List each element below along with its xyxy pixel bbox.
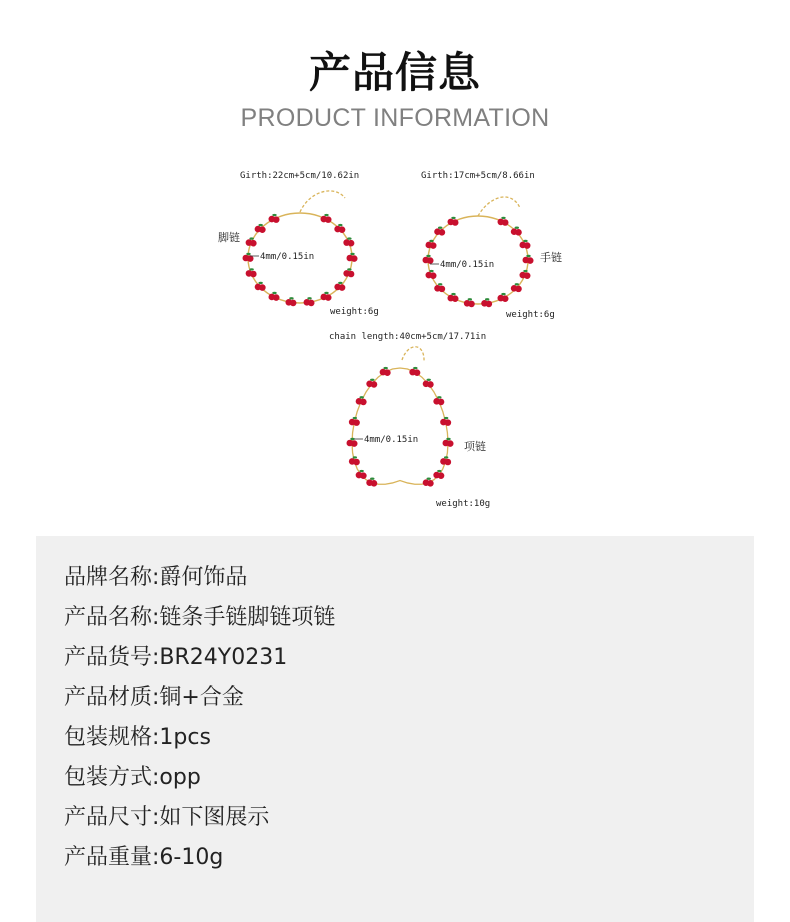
info-row-sku bbox=[64, 643, 287, 673]
bracelet-leaf bbox=[515, 227, 519, 229]
anklet-leaf bbox=[338, 282, 342, 284]
anklet-cherry bbox=[273, 216, 280, 223]
bracelet-cherry bbox=[452, 295, 459, 302]
necklace-cherry bbox=[445, 419, 452, 426]
bracelet-cherry bbox=[430, 272, 437, 279]
anklet-bead-size-label: 4mm/0.15in bbox=[260, 252, 315, 262]
product-diagram bbox=[0, 150, 790, 530]
necklace-cherry bbox=[438, 472, 445, 479]
necklace-leaf bbox=[446, 438, 450, 440]
anklet-leaf bbox=[347, 268, 351, 270]
necklace-leaf bbox=[383, 367, 387, 369]
bracelet-leaf bbox=[523, 270, 527, 272]
necklace-leaf bbox=[353, 456, 357, 458]
info-label: 包装规格: bbox=[64, 725, 160, 750]
bracelet-extender bbox=[478, 197, 520, 216]
anklet-cherry bbox=[325, 294, 332, 301]
anklet-leaf bbox=[272, 292, 276, 294]
anklet-cherry bbox=[273, 294, 280, 301]
bracelet-name-label: 手链 bbox=[540, 251, 562, 264]
necklace-cherry bbox=[371, 381, 378, 388]
bracelet-cherry bbox=[524, 242, 531, 249]
anklet-cherry bbox=[290, 300, 297, 307]
anklet-weight-label: weight:6g bbox=[330, 307, 379, 317]
info-label: 产品重量: bbox=[64, 845, 160, 870]
anklet-leaf bbox=[347, 237, 351, 239]
bracelet-cherry bbox=[439, 286, 446, 293]
bracelet-leaf bbox=[501, 293, 505, 295]
bracelet-leaf bbox=[451, 217, 455, 219]
necklace-cherry bbox=[447, 440, 454, 447]
necklace-leaf bbox=[359, 396, 363, 398]
necklace-cherry bbox=[353, 419, 360, 426]
bracelet-leaf bbox=[485, 298, 489, 300]
necklace-leaf bbox=[413, 367, 417, 369]
anklet-cherry bbox=[348, 271, 355, 278]
bracelet-leaf bbox=[429, 240, 433, 242]
necklace-cherry bbox=[384, 369, 391, 376]
necklace-leaf bbox=[353, 417, 357, 419]
anklet-extender bbox=[300, 191, 345, 212]
anklet-leaf bbox=[338, 224, 342, 226]
necklace-leaf bbox=[370, 379, 374, 381]
bracelet-leaf bbox=[426, 255, 430, 257]
bracelet-leaf bbox=[501, 217, 505, 219]
anklet-name-label: 脚链 bbox=[218, 231, 240, 244]
anklet-leaf bbox=[272, 214, 276, 216]
info-panel bbox=[36, 536, 754, 922]
anklet-cherry bbox=[339, 284, 346, 291]
anklet-cherry bbox=[325, 216, 332, 223]
bracelet-girth-label: Girth:17cm+5cm/8.66in bbox=[421, 171, 535, 181]
info-label: 产品名称: bbox=[64, 605, 160, 630]
info-value: 爵何饰品 bbox=[159, 565, 248, 590]
bracelet-leaf bbox=[526, 255, 530, 257]
necklace-name-label: 项链 bbox=[464, 440, 486, 453]
page-title: 产品信息 bbox=[308, 48, 481, 97]
necklace-leaf bbox=[437, 470, 441, 472]
necklace-cherry bbox=[445, 459, 452, 466]
info-label: 包装方式: bbox=[64, 765, 160, 790]
info-label: 产品货号: bbox=[64, 645, 160, 670]
bracelet-leaf bbox=[451, 293, 455, 295]
info-value: 铜+合金 bbox=[159, 685, 244, 710]
bracelet-cherry bbox=[452, 219, 459, 226]
info-row-brand bbox=[64, 563, 247, 593]
necklace-extender bbox=[402, 347, 424, 362]
necklace-cherry bbox=[427, 480, 434, 487]
anklet-cherry bbox=[348, 240, 355, 247]
necklace-leaf bbox=[427, 379, 431, 381]
necklace-chain bbox=[352, 368, 448, 484]
anklet-cherry bbox=[351, 255, 358, 262]
necklace-leaf bbox=[370, 478, 374, 480]
anklet-cherry bbox=[259, 284, 266, 291]
anklet-leaf bbox=[249, 237, 253, 239]
anklet-cherry bbox=[259, 226, 266, 233]
anklet-cherry bbox=[339, 226, 346, 233]
necklace-cherry bbox=[351, 440, 358, 447]
necklace-weight-label: weight:10g bbox=[436, 499, 491, 509]
bracelet-bead-size-label: 4mm/0.15in bbox=[440, 260, 495, 270]
bracelet-cherry bbox=[502, 295, 509, 302]
anklet-cherry bbox=[308, 300, 315, 307]
anklet-leaf bbox=[258, 224, 262, 226]
bracelet-cherry bbox=[502, 219, 509, 226]
anklet-girth-label: Girth:22cm+5cm/10.62in bbox=[240, 171, 360, 181]
anklet-leaf bbox=[289, 297, 293, 299]
bracelet-cherry bbox=[486, 301, 493, 308]
necklace-bead-size-label: 4mm/0.15in bbox=[364, 435, 419, 445]
necklace-cherry bbox=[414, 369, 421, 376]
info-row-weight bbox=[64, 843, 223, 873]
info-row-package-method bbox=[64, 763, 201, 793]
info-row-size bbox=[64, 803, 269, 833]
necklace-length-label: chain length:40cm+5cm/17.71in bbox=[329, 332, 487, 342]
page-subtitle: PRODUCT INFORMATION bbox=[240, 104, 550, 132]
info-value: 如下图展示 bbox=[159, 805, 270, 830]
info-value: opp bbox=[159, 765, 201, 790]
bracelet-leaf bbox=[438, 227, 442, 229]
anklet-leaf bbox=[249, 268, 253, 270]
necklace-cherry bbox=[438, 399, 445, 406]
info-label: 品牌名称: bbox=[64, 565, 160, 590]
necklace-cherry bbox=[360, 472, 367, 479]
anklet-leaf bbox=[350, 253, 354, 255]
info-label: 产品材质: bbox=[64, 685, 160, 710]
bracelet-weight-label: weight:6g bbox=[506, 310, 555, 320]
anklet-cherry bbox=[250, 271, 257, 278]
bracelet-leaf bbox=[468, 298, 472, 300]
info-row-material bbox=[64, 683, 244, 713]
bracelet-cherry bbox=[439, 229, 446, 236]
bracelet-cherry bbox=[468, 301, 475, 308]
info-value: BR24Y0231 bbox=[159, 645, 288, 670]
necklace-leaf bbox=[444, 417, 448, 419]
anklet-leaf bbox=[324, 292, 328, 294]
anklet-leaf bbox=[246, 253, 250, 255]
necklace-leaf bbox=[437, 396, 441, 398]
info-value: 1pcs bbox=[159, 725, 211, 750]
anklet-cherry bbox=[250, 240, 257, 247]
necklace-cherry bbox=[353, 459, 360, 466]
anklet-leaf bbox=[258, 282, 262, 284]
info-value: 链条手链脚链项链 bbox=[159, 605, 336, 630]
bracelet-leaf bbox=[515, 283, 519, 285]
bracelet-cherry bbox=[430, 242, 437, 249]
info-row-package-spec bbox=[64, 723, 211, 753]
bracelet-leaf bbox=[438, 283, 442, 285]
anklet-leaf bbox=[307, 297, 311, 299]
bracelet-cherry bbox=[524, 272, 531, 279]
jewelry-diagram bbox=[0, 150, 790, 530]
info-row-product-name bbox=[64, 603, 335, 633]
bracelet-cherry bbox=[427, 257, 434, 264]
necklace-leaf bbox=[444, 456, 448, 458]
info-value: 6-10g bbox=[159, 845, 224, 870]
info-label: 产品尺寸: bbox=[64, 805, 160, 830]
bracelet-cherry bbox=[527, 257, 534, 264]
necklace-cherry bbox=[371, 480, 378, 487]
bracelet-cherry bbox=[515, 286, 522, 293]
anklet-leaf bbox=[324, 214, 328, 216]
necklace-cherry bbox=[360, 399, 367, 406]
bracelet-leaf bbox=[429, 270, 433, 272]
necklace-leaf bbox=[427, 478, 431, 480]
necklace-leaf bbox=[359, 470, 363, 472]
necklace-cherry bbox=[427, 381, 434, 388]
bracelet-cherry bbox=[515, 229, 522, 236]
bracelet-leaf bbox=[523, 240, 527, 242]
